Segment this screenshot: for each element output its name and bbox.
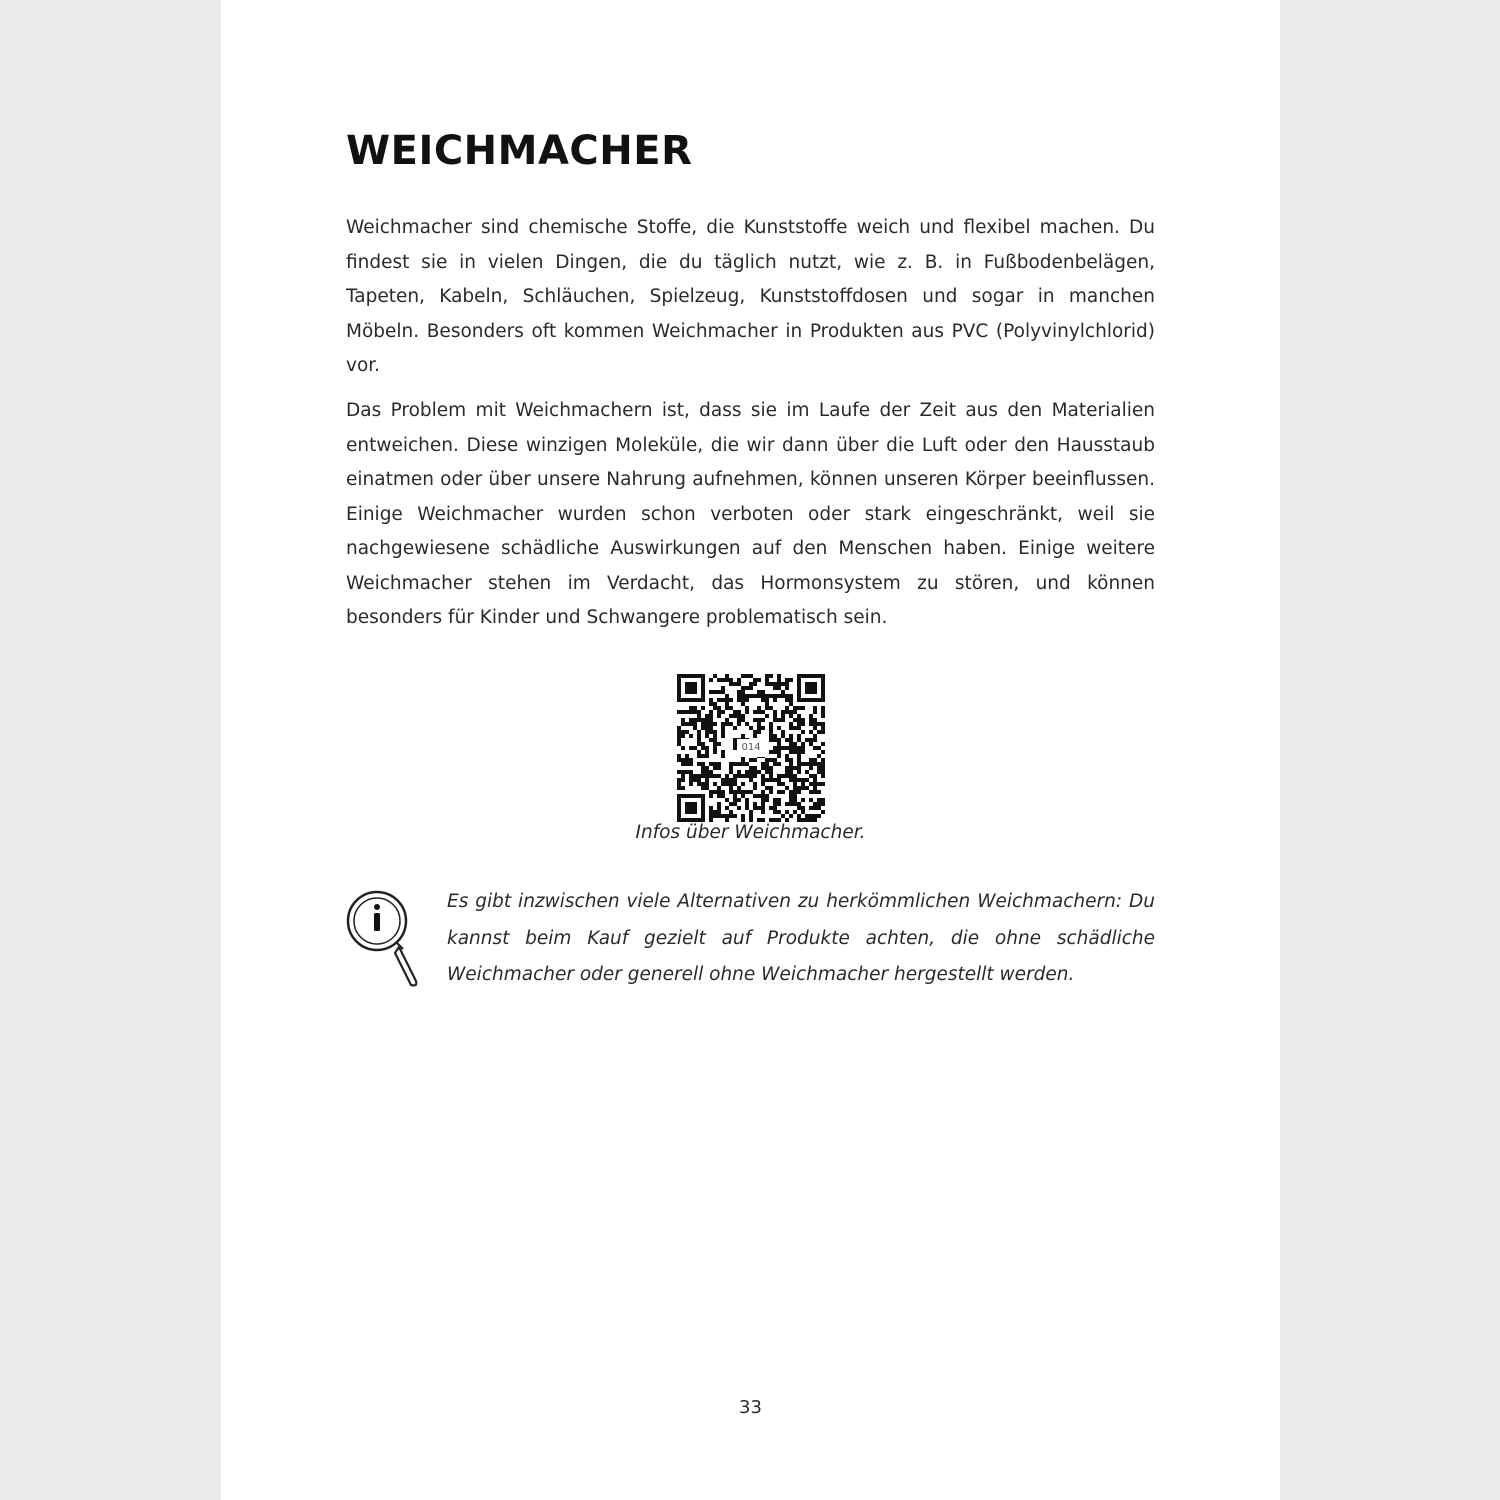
page-title: WEICHMACHER (346, 128, 693, 174)
qr-code-label: 014 (737, 739, 765, 757)
info-note: Es gibt inzwischen viele Alternativen zu herkömmlichen Weichmachern: Du kannst beim Kauf gezielt auf Produkte achten, die ohne schädliche Weichmacher oder generell ohne Weichmacher hergestellt werden. (447, 891, 1155, 985)
page-number: 33 (739, 1397, 762, 1418)
paragraph-problem: Das Problem mit Weichmachern ist, dass sie im Laufe der Zeit aus den Materialien entweichen. Diese winzigen Moleküle, die wir dann über die Luft oder den Hausstaub einatmen oder über unsere Nahrung aufnehmen, können unseren Körper beeinflussen. Einige Weichmacher wurden schon verboten oder stark eingeschränkt, weil sie nachgewiesene schädliche Auswirkungen auf den Menschen haben. Einige weitere Weichmacher stehen im Verdacht, das Hormonsystem zu stören, und können besonders für Kinder und Schwangere problematisch sein. (346, 400, 1155, 628)
qr-code-icon[interactable] (677, 674, 825, 822)
paragraph-intro: Weichmacher sind chemische Stoffe, die Kunststoffe weich und flexibel machen. Du findest sie in vielen Dingen, die du täglich nutzt, wie z. B. in Fußbodenbelägen, Tapeten, Kabeln, Schläuchen, Spielzeug, Kunststoffdosen und sogar in manchen Möbeln. Besonders oft kommen Weichmacher in Produkten aus PVC (Polyvinylchlorid) vor. (346, 217, 1155, 376)
document-page (221, 0, 1280, 1500)
magnifier-info-icon (345, 887, 425, 991)
qr-caption: Infos über Weichmacher. (635, 822, 866, 843)
